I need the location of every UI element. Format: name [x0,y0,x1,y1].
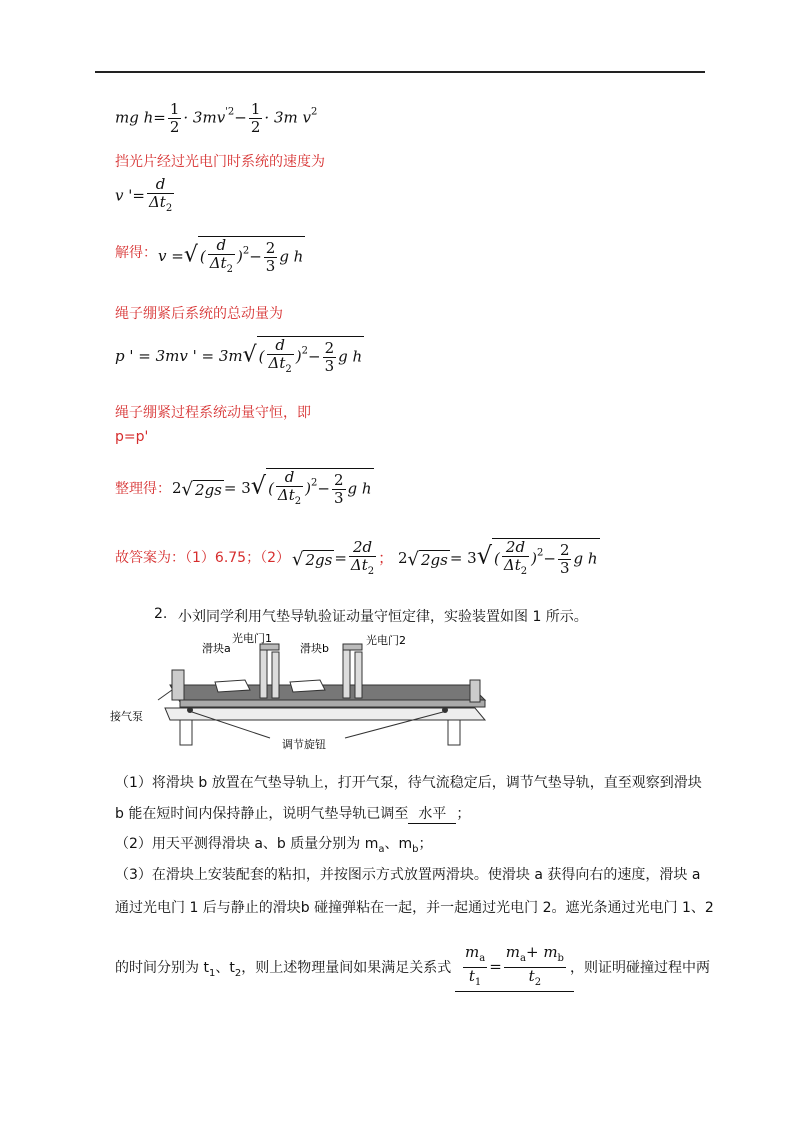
step3-line1: （3）在滑块上安装配套的粘扣，并按图示方式放置两滑块。使滑块 a 获得向右的速度，滑块 a [115,867,701,883]
label-knob: 调节旋钮 [282,738,326,751]
equation-solved-v: v =√ ( $\frac{d}{\Delta t_2}$ )$^2$− $\frac{2}{3}$ g h [158,236,305,278]
track-leg-right [448,720,460,745]
arrange-label: 整理得： [115,481,171,497]
momentum-label: 绳子绷紧后系统的总动量为 [115,306,283,322]
question-number: 2. [154,606,168,622]
label-gate-1: 光电门1 [232,632,272,645]
photogate-1 [260,648,267,698]
slider-b [290,680,325,692]
step3-line3: 的时间分别为 $t_1$、$t_2$，则上述物理量间如果满足关系式 [115,960,452,979]
collision-relation: $\frac{m_a}{t_1}$ = $\frac{m_a+ m_b}{t_2}$ [455,944,574,992]
answer-equations: √ 2gs = $\frac{2d}{\Delta t_2}$ ； 2√ 2gs = 3√ ( $\frac{2d}{\Delta t_2}$ )$^2$− $\frac{2}{3}$ g h [292,538,600,580]
equation-momentum: p ' = 3mv ' = 3m√ ( $\frac{d}{\Delta t_2}$ )$^2$− $\frac{2}{3}$ g h [115,336,364,378]
label-slider-a: 滑块a [202,642,231,655]
equation-speed: v '= $\frac{d}{\Delta t_2}$ [115,175,173,214]
photogate-2 [343,648,350,698]
equation-energy: mg h= $\frac{1}{2}$ · $3mv^{'2}-$ $\frac{1}{2}$ · 3m $v^2$ [115,100,318,136]
step3-line2: 通过光电门 1 后与静止的滑块b 碰撞弹粘在一起，并一起通过光电门 2。遮光条通过光电门 1、2 [115,900,714,916]
step1-line2: b 能在短时间内保持静止，说明气垫导轨已调至 水平 ； [115,803,470,824]
label-pump: 接气泵 [110,710,143,723]
track-end-left [172,670,184,700]
label-slider-b: 滑块b [300,642,329,655]
step1-line1: （1）将滑块 b 放置在气垫导轨上，打开气泵，待气流稳定后，调节气垫导轨，直至观察到滑块 [115,775,702,791]
conserve-label: 绳子绷紧过程系统动量守恒，即 [115,405,311,421]
question-text: 小刘同学利用气垫导轨验证动量守恒定律，实验装置如图 1 所示。 [178,609,588,625]
step2-line: （2）用天平测得滑块 a、b 质量分别为 $m_a$、$m_b$； [115,836,433,855]
p-equals: p=p' [115,429,149,445]
speed-label: 挡光片经过光电门时系统的速度为 [115,154,325,170]
track-end-right [470,680,480,702]
step3-line3-end: ，则证明碰撞过程中两 [570,960,710,976]
header-rule [95,71,705,73]
label-gate-2: 光电门2 [366,634,406,647]
track-leg-left [180,720,192,745]
answer-label: 故答案为：（1）6.75；（2） [115,550,290,566]
solve-label: 解得： [115,245,157,261]
equation-arranged: 2√ 2gs = 3√ ( $\frac{d}{\Delta t_2}$ )$^2$− $\frac{2}{3}$ g h [172,468,374,510]
air-track-figure [110,630,500,755]
answer-blank-level: 水平 [408,803,456,824]
slider-a [215,680,250,692]
